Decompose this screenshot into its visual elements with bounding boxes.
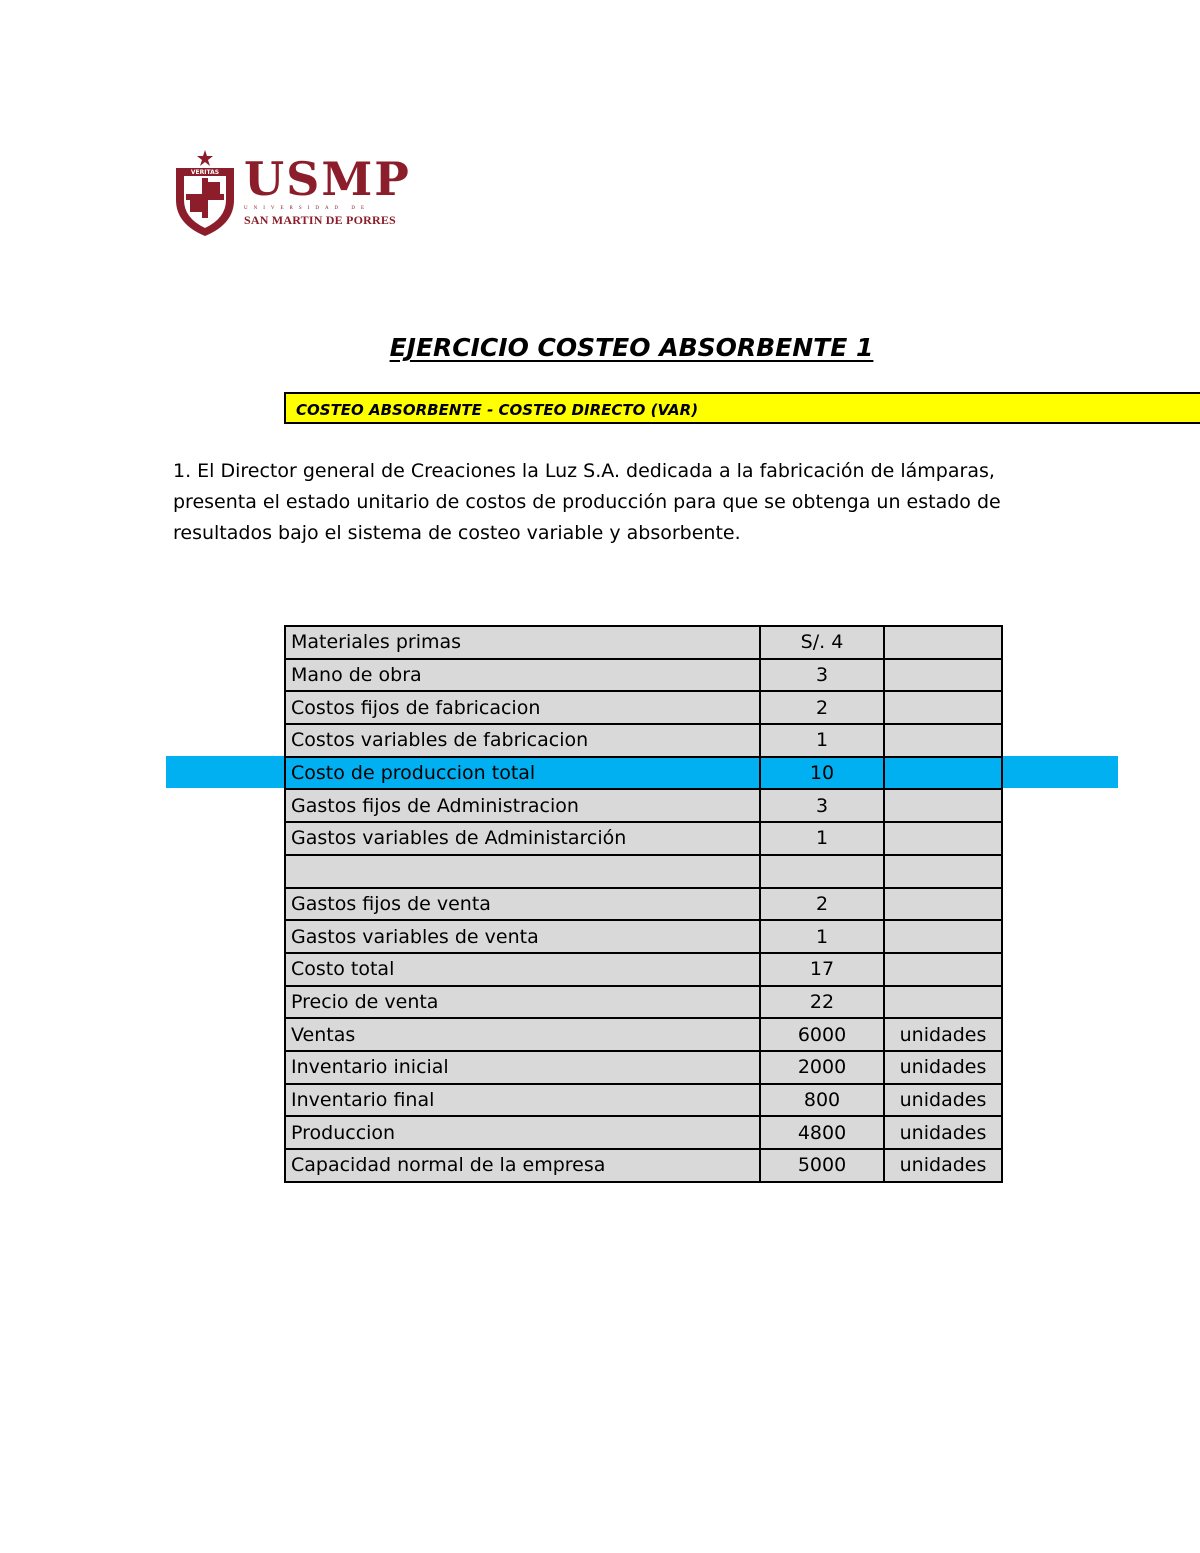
row-unit: unidades — [884, 1051, 1002, 1084]
row-value: 6000 — [760, 1018, 884, 1051]
row-value: S/. 4 — [760, 626, 884, 659]
row-label: Precio de venta — [285, 986, 760, 1019]
row-value: 4800 — [760, 1116, 884, 1149]
row-label: Inventario inicial — [285, 1051, 760, 1084]
table-row — [285, 986, 1002, 1019]
table-row — [285, 822, 1002, 855]
page-title: EJERCICIO COSTEO ABSORBENTE 1 — [389, 333, 874, 362]
table-row — [285, 1149, 1002, 1182]
row-label: Gastos variables de venta — [285, 920, 760, 953]
row-label: Gastos variables de Administarción — [285, 822, 760, 855]
row-label: Produccion — [285, 1116, 760, 1149]
row-unit — [884, 953, 1002, 986]
table-row — [285, 855, 1002, 888]
problem-line: 1. El Director general de Creaciones la Luz S.A. dedicada a la fabricación de lámparas, — [173, 460, 995, 482]
row-unit: unidades — [884, 1018, 1002, 1051]
table-row — [285, 953, 1002, 986]
row-label: Inventario final — [285, 1084, 760, 1117]
row-label: Ventas — [285, 1018, 760, 1051]
logo-subtitle: SAN MARTIN DE PORRES — [244, 213, 396, 227]
cost-table — [284, 625, 1003, 1183]
usmp-logo — [172, 148, 411, 238]
row-label: Gastos fijos de venta — [285, 888, 760, 921]
row-unit — [884, 822, 1002, 855]
row-value: 10 — [760, 757, 884, 790]
row-value: 2 — [760, 888, 884, 921]
row-label: Costos fijos de fabricacion — [285, 691, 760, 724]
row-unit — [884, 757, 1002, 790]
problem-statement — [173, 456, 1073, 549]
table-row — [285, 1018, 1002, 1051]
row-value: 3 — [760, 789, 884, 822]
row-value: 2 — [760, 691, 884, 724]
row-unit: unidades — [884, 1116, 1002, 1149]
section-banner — [284, 392, 1200, 424]
row-unit — [884, 855, 1002, 888]
problem-line: resultados bajo el sistema de costeo variable y absorbente. — [173, 522, 741, 544]
row-unit — [884, 659, 1002, 692]
row-value: 22 — [760, 986, 884, 1019]
table-row — [285, 757, 1002, 790]
section-banner-label: COSTEO ABSORBENTE - COSTEO DIRECTO (VAR) — [296, 401, 699, 419]
row-unit — [884, 920, 1002, 953]
row-value: 2000 — [760, 1051, 884, 1084]
svg-text:VERITAS: VERITAS — [190, 169, 220, 176]
table-row — [285, 691, 1002, 724]
row-value: 1 — [760, 822, 884, 855]
table-row — [285, 659, 1002, 692]
table-row — [285, 789, 1002, 822]
university-seal-icon — [172, 148, 238, 238]
row-unit — [884, 986, 1002, 1019]
table-row — [285, 1116, 1002, 1149]
table-row — [285, 626, 1002, 659]
row-unit — [884, 691, 1002, 724]
row-label: Capacidad normal de la empresa — [285, 1149, 760, 1182]
table-row — [285, 1084, 1002, 1117]
row-label: Costo de produccion total — [285, 757, 760, 790]
row-unit — [884, 724, 1002, 757]
row-unit — [884, 789, 1002, 822]
row-value: 5000 — [760, 1149, 884, 1182]
row-value — [760, 855, 884, 888]
row-value: 1 — [760, 724, 884, 757]
row-unit: unidades — [884, 1149, 1002, 1182]
row-value: 1 — [760, 920, 884, 953]
row-unit — [884, 626, 1002, 659]
row-value: 3 — [760, 659, 884, 692]
row-value: 800 — [760, 1084, 884, 1117]
row-value: 17 — [760, 953, 884, 986]
table-row — [285, 1051, 1002, 1084]
table-row — [285, 724, 1002, 757]
row-label: Gastos fijos de Administracion — [285, 789, 760, 822]
logo-tagline: UNIVERSIDAD DE — [244, 206, 371, 211]
row-label: Costos variables de fabricacion — [285, 724, 760, 757]
row-unit: unidades — [884, 1084, 1002, 1117]
row-label: Mano de obra — [285, 659, 760, 692]
row-label: Materiales primas — [285, 626, 760, 659]
problem-line: presenta el estado unitario de costos de producción para que se obtenga un estado de — [173, 491, 1001, 513]
logo-name: USMP — [244, 152, 411, 206]
table-row — [285, 920, 1002, 953]
row-label — [285, 855, 760, 888]
table-row — [285, 888, 1002, 921]
row-unit — [884, 888, 1002, 921]
row-label: Costo total — [285, 953, 760, 986]
